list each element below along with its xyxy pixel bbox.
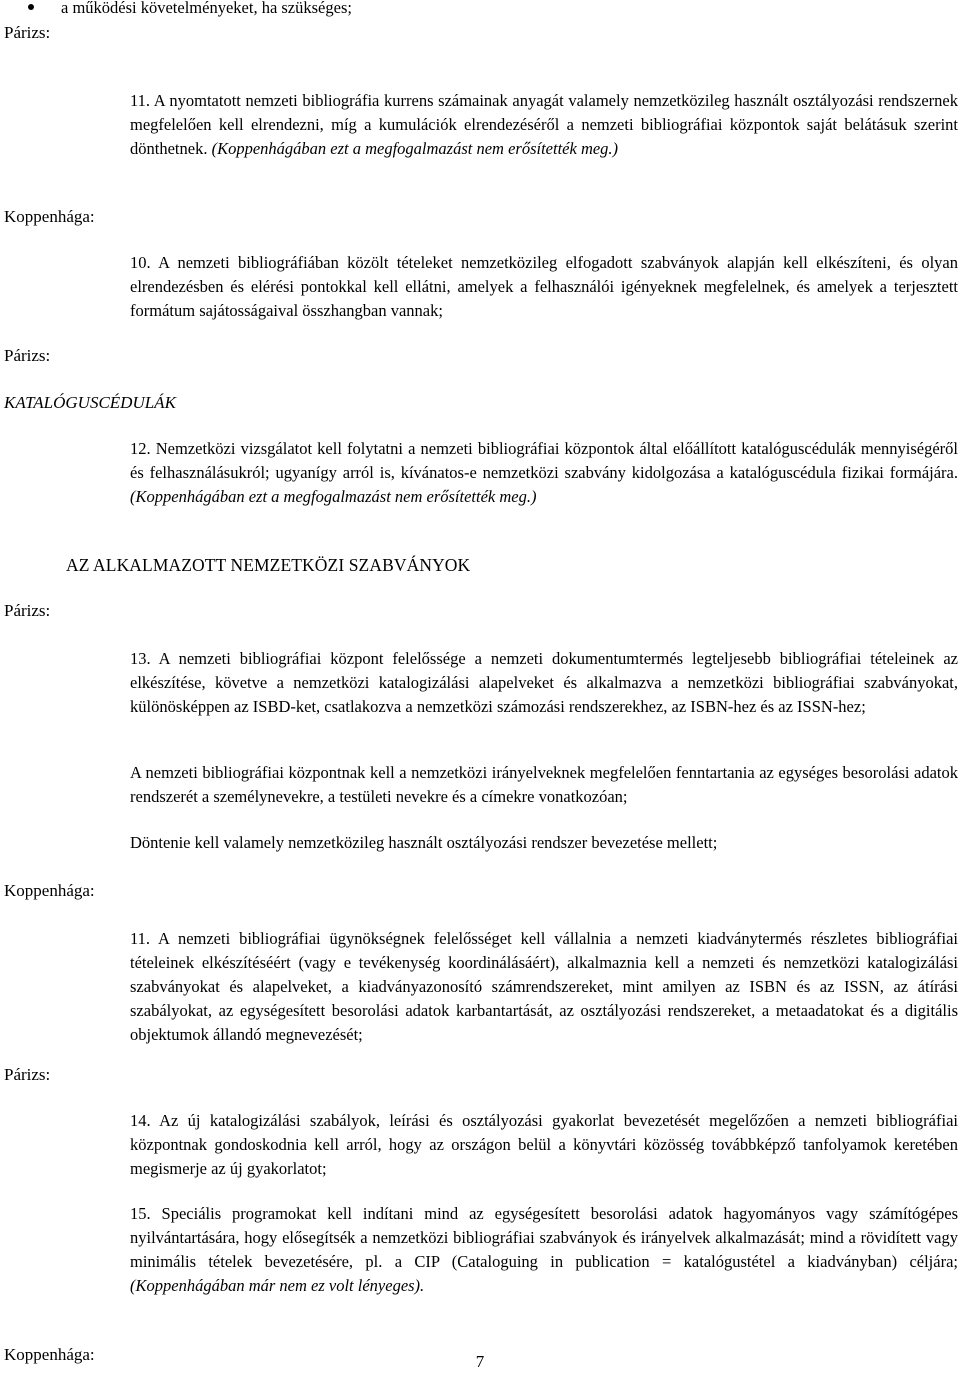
paragraph-text: 11. A nyomtatott nemzeti bibliográfia kurrens számainak anyagát valamely nemzetközileg használt osztályozási rendszernek megfelelően kell elrendezni, míg a kumulációk elrendezéséről a nemzeti bibliográfiai központok saját belátásuk szerint dönthetnek.: [130, 91, 958, 158]
paragraph-11-koppenhaga: 11. A nemzeti bibliográfiai ügynökségnek felelősséget kell vállalnia a nemzeti kiadványtermés részletes bibliográfiai tételeinek elkészítéséért (vagy e tevékenység koordinálásáért), alkalmaznia kell a nemzeti és nemzetközi katalogizálási szabványokat és alapelveket, a kiadványazonosító számrendszereket, mint amilyen az ISBN és az ISSN, az átírási szabályokat, az egységesített besorolási adatok karbantartását, az osztályozási rendszereket, a metaadatokat és a digitális objektumok állandó megnevezését;: [130, 929, 958, 1044]
paragraph-10: 10. A nemzeti bibliográfiában közölt tételeket nemzetközileg elfogadott szabványok alapján kell elkészíteni, és olyan elrendezésben és elérési pontokkal kell ellátni, amelyek a felhasználói igényeknek megfelelnek, és amelyek a terjesztett formátum sajátosságaival összhangban vannak;: [130, 253, 958, 320]
label-koppenhaga: Koppenhága:: [4, 207, 95, 226]
label-paris: Párizs:: [4, 1065, 51, 1084]
paragraph-13b: A nemzeti bibliográfiai központnak kell a nemzetközi irányelveknek megfelelően fenntartania az egységes besorolási adatok rendszerét a személynevekre, a testületi nevekre és a címekre vonatkozóan;: [130, 763, 958, 806]
section-heading-catalog: KATALÓGUSCÉDULÁK: [4, 393, 176, 412]
paragraph-13c: Döntenie kell valamely nemzetközileg használt osztályozási rendszer bevezetése mellett;: [130, 833, 718, 852]
page-number: 7: [475, 1352, 485, 1371]
paragraph-11-paris: [130, 89, 958, 161]
bullet-icon: [28, 4, 34, 10]
label-paris: Párizs:: [4, 23, 51, 42]
paragraph-15: [130, 1202, 958, 1298]
paragraph-text: 12. Nemzetközi vizsgálatot kell folytatni a nemzeti bibliográfiai központok által előállított katalóguscédulák mennyiségéről és felhasználásukról; ugyanígy arról is, kívánatos-e nemzetközi szabvány kidolgozása a katalóguscédula fizikai formájára.: [130, 439, 958, 482]
paragraph-12: [130, 437, 958, 509]
section-heading-standards: AZ ALKALMAZOTT NEMZETKÖZI SZABVÁNYOK: [66, 555, 471, 575]
paragraph-text: 15. Speciális programokat kell indítani mind az egységesített besorolási adatok hagyományos vagy számítógépes nyilvántartására, hogy elősegítsék a nemzetközi bibliográfiai szabványok és irányelvek alkalmazását; mind a rövidített vagy minimális tételek bevezetésére, pl. a CIP (Cataloguing in publication = katalógustétel a kiadványban) céljára;: [130, 1204, 958, 1271]
paragraph-note: (Koppenhágában már nem ez volt lényeges).: [130, 1276, 425, 1295]
bullet-item: [28, 0, 352, 20]
paragraph-14: 14. Az új katalogizálási szabályok, leírási és osztályozási gyakorlat bevezetését megelőzően a nemzeti bibliográfiai központnak gondoskodnia kell arról, hogy az országon belül a könyvtári közösség továbbképző tanfolyamok keretében megismerje az új gyakorlatot;: [130, 1111, 958, 1178]
paragraph-note: (Koppenhágában ezt a megfogalmazást nem erősítették meg.): [130, 487, 537, 506]
label-paris: Párizs:: [4, 601, 51, 620]
label-koppenhaga: Koppenhága:: [4, 881, 95, 900]
label-koppenhaga: Koppenhága:: [4, 1345, 95, 1364]
paragraph-13: 13. A nemzeti bibliográfiai központ felelőssége a nemzeti dokumentumtermés legteljesebb bibliográfiai tételeinek az elkészítése, követve a nemzetközi katalogizálási alapelveket és alkalmazva a nemzetközi bibliográfiai szabványokat, különösképpen az ISBD-ket, csatlakozva a nemzetközi számozási rendszerekhez, az ISBN-hez és az ISSN-hez;: [130, 649, 958, 716]
paragraph-note: (Koppenhágában ezt a megfogalmazást nem erősítették meg.): [211, 139, 619, 158]
bullet-text: a működési követelményeket, ha szükséges;: [61, 0, 352, 17]
label-paris: Párizs:: [4, 346, 51, 365]
